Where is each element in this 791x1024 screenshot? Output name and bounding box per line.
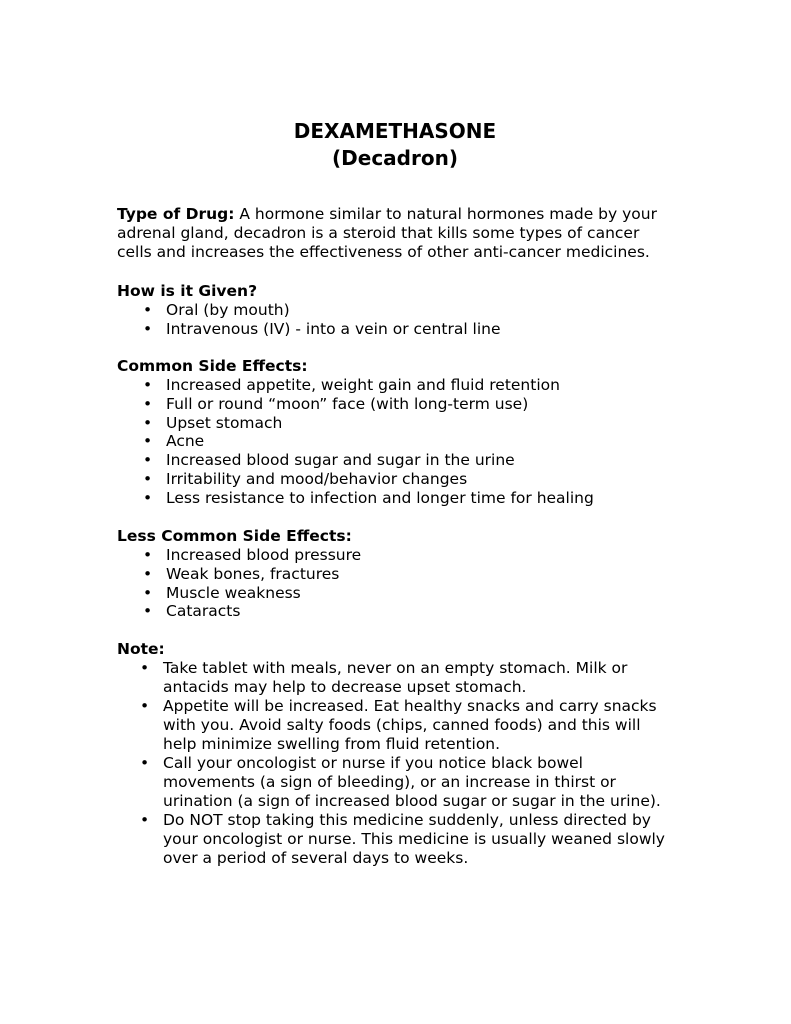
list-item — [117, 584, 673, 603]
bullet-icon: • — [140, 754, 150, 772]
list-item-text: Weak bones, fractures — [166, 564, 340, 583]
title-brand-name: (Decadron) — [332, 146, 458, 170]
how-given-list — [117, 301, 673, 339]
bullet-icon: • — [143, 546, 153, 564]
bullet-icon: • — [143, 451, 153, 470]
list-item-text: Increased appetite, weight gain and fluid retention — [166, 376, 560, 394]
list-item — [117, 659, 673, 697]
list-item — [117, 414, 673, 433]
bullet-icon: • — [143, 488, 153, 507]
document-title — [117, 118, 673, 172]
bullet-icon: • — [140, 659, 150, 677]
type-of-drug-section — [117, 205, 673, 262]
common-side-effects-section — [117, 357, 673, 508]
bullet-icon: • — [143, 602, 153, 621]
list-item-text: Increased blood pressure — [166, 546, 362, 564]
list-item — [117, 395, 673, 414]
list-item-text: Intravenous (IV) - into a vein or central line — [166, 319, 501, 338]
list-item-text: Muscle weakness — [166, 583, 301, 602]
list-item — [117, 565, 673, 584]
bullet-icon: • — [140, 811, 150, 829]
bullet-icon: • — [140, 697, 150, 715]
list-item-text: Do NOT stop taking this medicine suddenly, unless directed by your oncologist or nurse. This medicine is usually weaned slowly over a period of several days to weeks. — [163, 811, 665, 867]
bullet-icon: • — [143, 376, 153, 394]
list-item — [117, 451, 673, 470]
list-item-text: Call your oncologist or nurse if you notice black bowel movements (a sign of bleeding), or an increase in thirst or urination (a sign of increased blood sugar or sugar in the urine). — [163, 754, 661, 810]
common-side-effects-heading: Common Side Effects: — [117, 357, 308, 375]
bullet-icon: • — [143, 394, 153, 413]
list-item — [117, 697, 673, 754]
list-item-text: Take tablet with meals, never on an empty stomach. Milk or antacids may help to decrease upset stomach. — [163, 659, 628, 696]
type-of-drug-text: A hormone similar to natural hormones made by your adrenal gland, decadron is a steroid that kills some types of cancer cells and increases the effectiveness of other anti-cancer medicines. — [117, 205, 657, 261]
how-given-section — [117, 282, 673, 339]
list-item-text: Less resistance to infection and longer time for healing — [166, 488, 594, 507]
list-item — [117, 602, 673, 621]
list-item-text: Increased blood sugar and sugar in the urine — [166, 451, 515, 470]
bullet-icon: • — [143, 564, 153, 583]
list-item-text: Irritability and mood/behavior changes — [166, 469, 468, 488]
type-of-drug-paragraph — [117, 205, 673, 262]
note-section — [117, 640, 673, 868]
list-item — [117, 376, 673, 395]
list-item — [117, 432, 673, 451]
list-item — [117, 489, 673, 508]
note-list — [117, 659, 673, 868]
list-item-text: Oral (by mouth) — [166, 301, 290, 319]
bullet-icon: • — [143, 413, 153, 432]
bullet-icon: • — [143, 301, 153, 319]
list-item — [117, 470, 673, 489]
less-common-side-effects-list — [117, 546, 673, 621]
list-item-text: Acne — [166, 432, 205, 451]
common-side-effects-list — [117, 376, 673, 508]
note-heading: Note: — [117, 640, 165, 658]
list-item — [117, 320, 673, 339]
list-item — [117, 301, 673, 320]
bullet-icon: • — [143, 583, 153, 602]
list-item-text: Upset stomach — [166, 413, 283, 432]
less-common-side-effects-section — [117, 527, 673, 621]
how-given-heading: How is it Given? — [117, 282, 258, 300]
list-item — [117, 546, 673, 565]
list-item — [117, 754, 673, 811]
list-item-text: Full or round “moon” face (with long-term use) — [166, 394, 529, 413]
type-of-drug-label: Type of Drug: — [117, 205, 235, 223]
list-item-text: Appetite will be increased. Eat healthy snacks and carry snacks with you. Avoid salty foods (chips, canned foods) and this will help minimize swelling from fluid retention. — [163, 697, 657, 753]
bullet-icon: • — [143, 469, 153, 488]
bullet-icon: • — [143, 319, 153, 338]
list-item — [117, 811, 673, 868]
list-item-text: Cataracts — [166, 602, 241, 621]
bullet-icon: • — [143, 432, 153, 451]
less-common-side-effects-heading: Less Common Side Effects: — [117, 527, 352, 545]
title-drug-name: DEXAMETHASONE — [293, 119, 497, 143]
